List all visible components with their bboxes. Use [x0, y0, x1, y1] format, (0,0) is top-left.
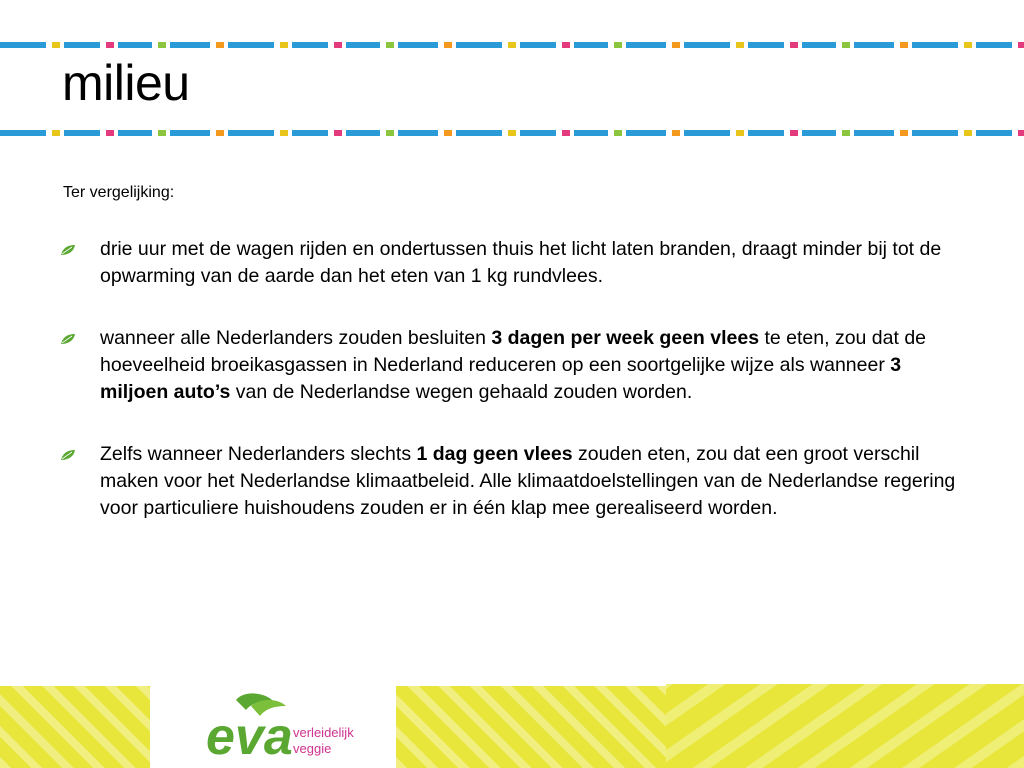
bullet-emphasis: 3 dagen per week geen vlees	[491, 327, 760, 349]
bullet-emphasis: 1 dag geen vlees	[416, 443, 573, 465]
bullet-run: zouden eten, zou dat een groot verschil maken voor het Nederlandse klimaatbeleid. Alle klimaatdoelstellingen van de Nederlandse regering voor particuliere huishoudens zouden er in één klap mee gerealiseerd worden.	[100, 443, 956, 519]
footer-yellow-band-middle	[396, 686, 666, 768]
footer-yellow-band-right	[666, 684, 1024, 768]
bullet-emphasis: 3 miljoen auto’s	[100, 354, 902, 403]
bullet-text	[100, 443, 955, 519]
bullet-text	[100, 327, 926, 403]
bullet-item	[0, 325, 960, 406]
intro-text: Ter vergelijking:	[63, 184, 175, 201]
logo-tagline-line2: veggie	[293, 741, 332, 756]
bullet-run: drie uur met de wagen rijden en ondertussen thuis het licht laten branden, draagt minder bij tot de opwarming van de aarde dan het eten van 1 kg rundvlees.	[100, 238, 942, 287]
logo-area	[150, 686, 396, 768]
leaf-bullet-icon	[60, 449, 76, 461]
bullet-item	[0, 236, 960, 290]
bullet-list	[0, 236, 1024, 557]
bullet-item	[0, 441, 960, 522]
leaf-bullet-icon	[60, 244, 76, 256]
footer-banner	[0, 686, 1024, 768]
bullet-run: wanneer alle Nederlanders zouden besluiten	[100, 327, 492, 349]
top-decorative-stripe	[0, 42, 1024, 48]
eva-logo-icon	[206, 692, 296, 762]
leaf-bullet-icon	[60, 333, 76, 345]
svg-text:eva: eva	[206, 708, 293, 762]
title-underline-stripe	[0, 130, 1024, 136]
footer-yellow-band-left	[0, 686, 150, 768]
bullet-run: Zelfs wanneer Nederlanders slechts	[100, 443, 417, 465]
bullet-run: van de Nederlandse wegen gehaald zouden worden.	[230, 381, 693, 403]
bullet-run: te eten, zou dat de hoeveelheid broeikasgassen in Nederland reduceren op een soortgelijke wijze als wanneer	[100, 327, 927, 376]
bullet-text	[100, 238, 941, 287]
slide-title: milieu	[62, 55, 190, 111]
logo-tagline-line1: verleidelijk	[293, 725, 354, 740]
